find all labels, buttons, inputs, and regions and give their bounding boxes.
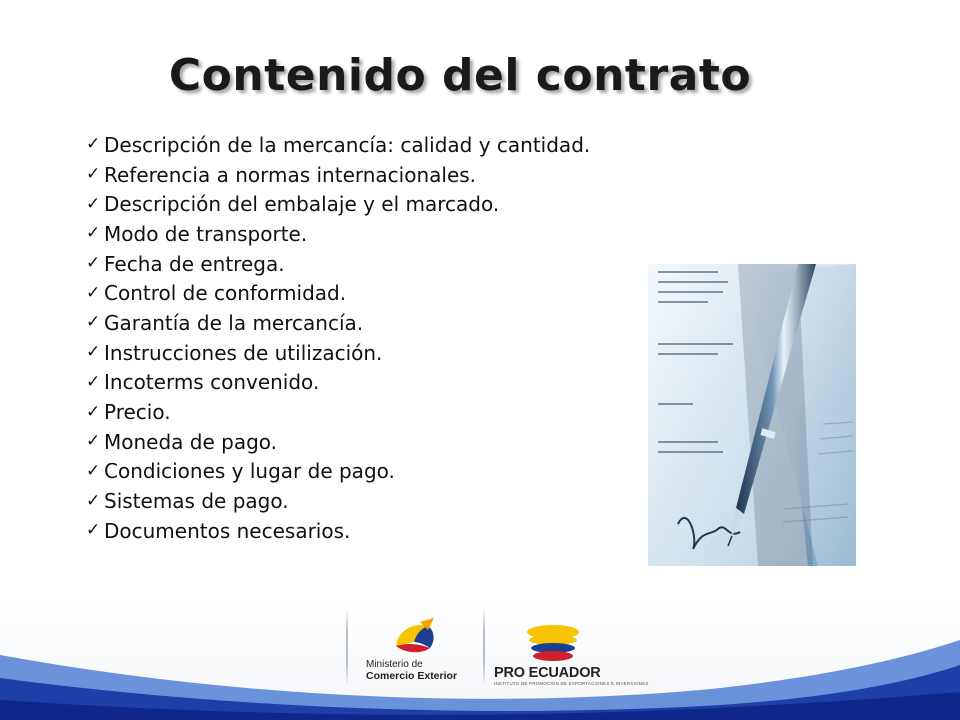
checkmark-icon: ✓	[86, 282, 101, 303]
slide-title: Contenido del contrato	[168, 50, 752, 101]
checkmark-icon: ✓	[86, 312, 101, 333]
checkmark-icon: ✓	[86, 431, 101, 452]
list-item-label: Sistemas de pago.	[104, 489, 289, 514]
list-item-label: Control de conformidad.	[104, 281, 347, 306]
checkmark-icon: ✓	[86, 223, 101, 244]
list-item-label: Garantía de la mercancía.	[104, 310, 364, 335]
ministerio-logo-line1: Ministerio de	[366, 659, 423, 670]
list-item	[86, 397, 646, 427]
ministerio-emblem-icon	[390, 616, 440, 660]
list-item	[86, 160, 646, 190]
list-item	[86, 368, 646, 398]
logo-divider	[483, 608, 485, 686]
checkmark-icon: ✓	[86, 460, 101, 481]
proecuador-emblem-icon	[524, 622, 582, 664]
list-item-label: Precio.	[104, 400, 171, 425]
checkmark-icon: ✓	[86, 164, 101, 185]
list-item	[86, 516, 646, 546]
list-item	[86, 338, 646, 368]
list-item-label: Descripción del embalaje y el marcado.	[104, 192, 500, 217]
list-item	[86, 219, 646, 249]
proecuador-logo-name: PRO ECUADOR	[494, 665, 601, 681]
checkmark-icon: ✓	[86, 371, 101, 392]
photo-illustration	[648, 264, 856, 566]
list-item-label: Moneda de pago.	[104, 429, 278, 454]
checkmark-icon: ✓	[86, 520, 101, 541]
ministerio-logo	[366, 660, 457, 682]
checkmark-icon: ✓	[86, 134, 101, 155]
list-item-label: Instrucciones de utilización.	[104, 340, 383, 365]
contract-content-list	[86, 130, 646, 546]
list-item	[86, 427, 646, 457]
list-item	[86, 457, 646, 487]
pen-on-contract-photo	[648, 264, 856, 566]
list-item-label: Condiciones y lugar de pago.	[104, 459, 395, 484]
list-item-label: Fecha de entrega.	[104, 251, 285, 276]
list-item-label: Descripción de la mercancía: calidad y cantidad.	[104, 132, 591, 157]
list-item	[86, 308, 646, 338]
proecuador-logo-tagline: INSTITUTO DE PROMOCIÓN DE EXPORTACIONES E INVERSIONES	[494, 681, 649, 686]
checkmark-icon: ✓	[86, 342, 101, 363]
list-item	[86, 486, 646, 516]
list-item	[86, 249, 646, 279]
list-item-label: Documentos necesarios.	[104, 518, 351, 543]
checkmark-icon: ✓	[86, 253, 101, 274]
list-item-label: Modo de transporte.	[104, 221, 308, 246]
list-item-label: Referencia a normas internacionales.	[104, 162, 477, 187]
checkmark-icon: ✓	[86, 490, 101, 511]
checkmark-icon: ✓	[86, 401, 101, 422]
list-item	[86, 278, 646, 308]
list-item	[86, 189, 646, 219]
list-item	[86, 130, 646, 160]
logo-divider	[346, 608, 348, 686]
checkmark-icon: ✓	[86, 193, 101, 214]
ministerio-logo-line2: Comercio Exterior	[366, 669, 458, 682]
footer-wave	[0, 560, 960, 720]
list-item-label: Incoterms convenido.	[104, 370, 320, 395]
